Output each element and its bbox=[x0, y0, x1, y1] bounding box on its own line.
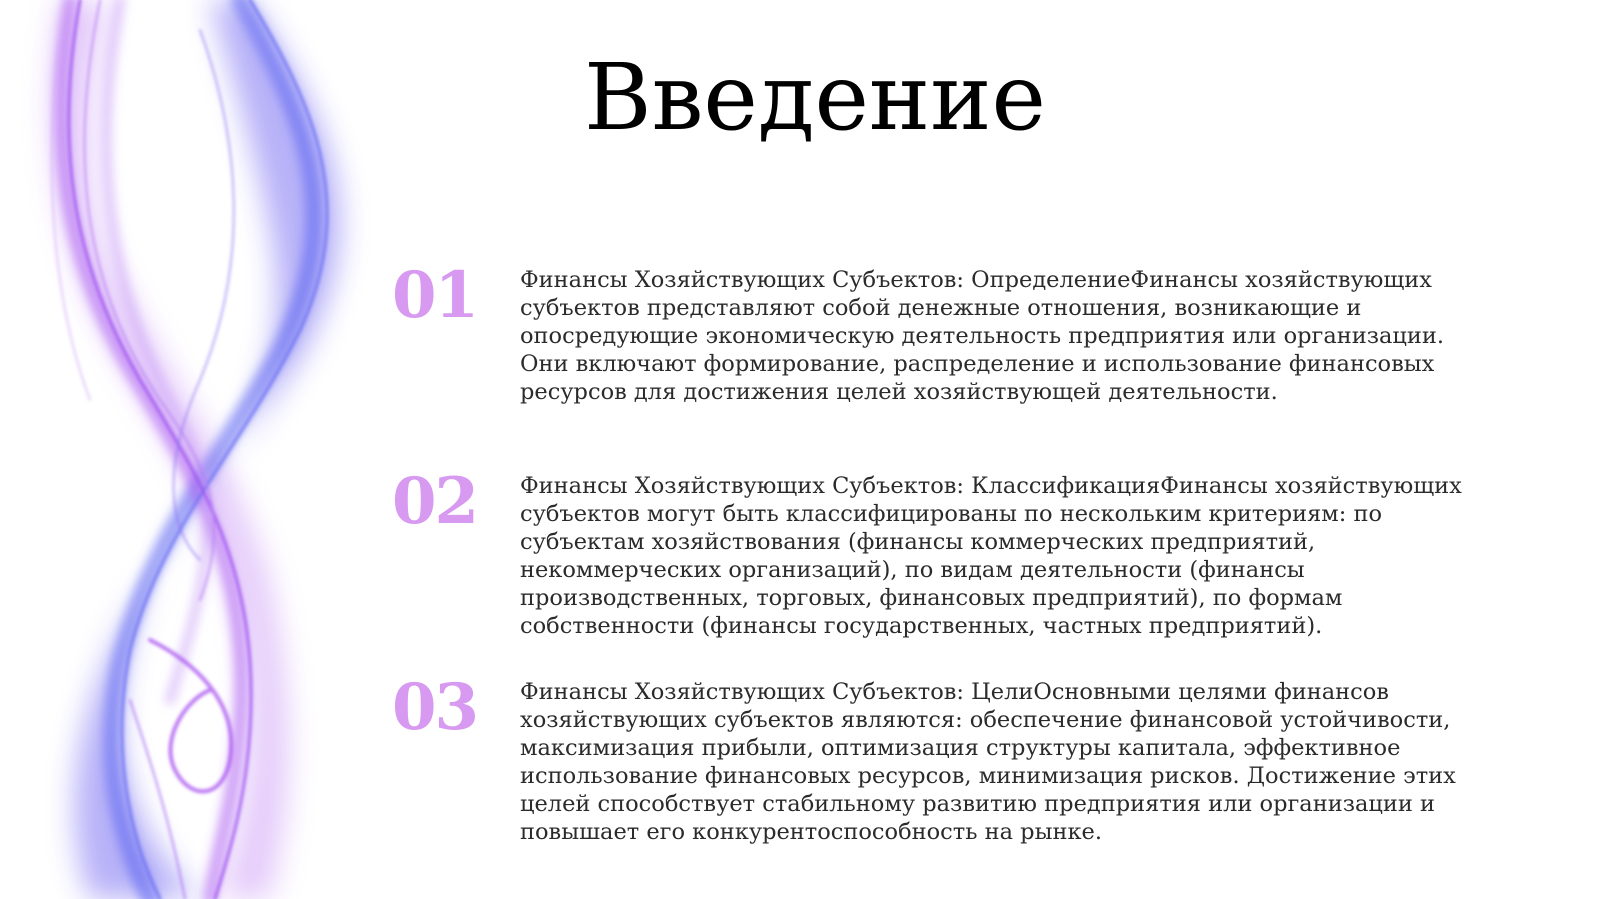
item-number: 01 bbox=[392, 258, 478, 333]
slide-title: Введение bbox=[583, 44, 1047, 151]
item-number: 03 bbox=[392, 670, 478, 745]
item-text: Финансы Хозяйствующих Субъектов: ОпределениеФинансы хозяйствующих субъектов представляют собой денежные отношения, возникающие и опосредующие экономическую деятельность предприятия или организации. Они включают формирование, распределение и использование финансовых ресурсов для достижения целей хозяйствующей деятельности. bbox=[520, 267, 1445, 405]
item-text: Финансы Хозяйствующих Субъектов: КлассификацияФинансы хозяйствующих субъектов могут быть классифицированы по нескольким критериям: по субъектам хозяйствования (финансы коммерческих предприятий, некоммерческих организаций), по видам деятельности (финансы производственных, торговых, финансовых предприятий), по формам собственности (финансы государственных, частных предприятий). bbox=[520, 473, 1462, 639]
item-text: Финансы Хозяйствующих Субъектов: ЦелиОсновными целями финансов хозяйствующих субъектов являются: обеспечение финансовой устойчивости, максимизация прибыли, оптимизация структуры капитала, эффективное использование финансовых ресурсов, минимизация рисков. Достижение этих целей способствует стабильному развитию предприятия или организации и повышает его конкурентоспособность на рынке. bbox=[520, 679, 1456, 845]
item-number: 02 bbox=[392, 464, 478, 539]
